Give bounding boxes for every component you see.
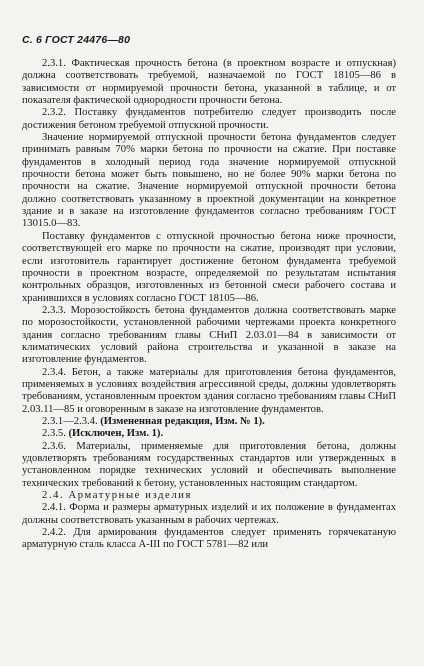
paragraph-2-3-2: 2.3.2. Поставку фундаментов потребителю следует производить после достижения бетоном требуемой отпускной прочности.: [22, 107, 396, 131]
paragraph-2-3-1: 2.3.1. Фактическая прочность бетона (в проектном возрасте и отпускная) должна соответствовать требуемой, назначаемой по ГОСТ 18105—86 в зависимости от нормируемой прочности бетона, указанной в таблице, и от показателя фактической однородности прочности бетона.: [22, 58, 396, 107]
excluded-prefix: 2.3.5.: [42, 428, 69, 440]
excluded-note-2-3-5: [22, 428, 396, 440]
paragraph-delivery-condition: Поставку фундаментов с отпускной прочностью бетона ниже прочности, соответствующей его марке по прочности на сжатие, производят при условии, если изготовитель гарантирует достижение бетоном фундамента требуемой прочности в проектном возрасте, определяемой по результатам испытания контрольных образцов, изготовленных из бетонной смеси рабочего состава и хранившихся в условиях согласно ГОСТ 18105—86.: [22, 230, 396, 304]
paragraph-2-4-1: 2.4.1. Форма и размеры арматурных изделий и их положение в фундаментах должны соответствовать указанным в рабочих чертежах.: [22, 502, 396, 526]
paragraph-2-4-2: 2.4.2. Для армирования фундаментов следует применять горячекатаную арматурную сталь класса А-III по ГОСТ 5781—82 или: [22, 527, 396, 551]
amendment-note-2-3-1-2-3-4: [22, 416, 396, 428]
paragraph-2-3-3: 2.3.3. Морозостойкость бетона фундаментов должна соответствовать марке по морозостойкости, установленной рабочими чертежами проекта конкретного здания согласно требованиям главы СНиП 2.03.01—84 в зависимости от климатических условий района строительства и указанной в заказе на изготовление фундаментов.: [22, 304, 396, 366]
paragraph-2-3-4: 2.3.4. Бетон, а также материалы для приготовления бетона фундаментов, применяемых в условиях воздействия агрессивной среды, должны удовлетворять требованиям, установленным проектом здания согласно требованиям главы СНиП 2.03.11—85 и оговоренным в заказе на изготовление фундаментов.: [22, 366, 396, 415]
page-header: С. 6 ГОСТ 24476—80: [22, 34, 131, 46]
excluded-bold: (Исключен, Изм. 1).: [68, 428, 164, 440]
section-heading-2-4: 2.4. Арматурные изделия: [42, 490, 192, 502]
amendment-prefix: 2.3.1—2.3.4.: [42, 415, 101, 427]
paragraph-release-strength: Значение нормируемой отпускной прочности бетона фундаментов следует принимать равным 70% марки бетона по прочности на сжатие. При поставке фундаментов в холодный период года значение нормируемой отпускной прочности бетона может быть повышено, но не более 90% марки бетона по прочности на сжатие. Значение нормируемой отпускной прочности бетона должно соответствовать указанному в проектной документации на конкретное здание и в заказе на изготовление фундаментов согласно требованиям ГОСТ 13015.0—83.: [22, 132, 396, 230]
paragraph-2-3-6: 2.3.6. Материалы, применяемые для приготовления бетона, должны удовлетворять требованиям государственных стандартов или утвержденных в установленном порядке технических условий и обеспечивать выполнение технических требований к бетону, установленных настоящим стандартом.: [22, 440, 396, 489]
amendment-bold: (Измененная редакция, Изм. № 1).: [100, 415, 265, 427]
